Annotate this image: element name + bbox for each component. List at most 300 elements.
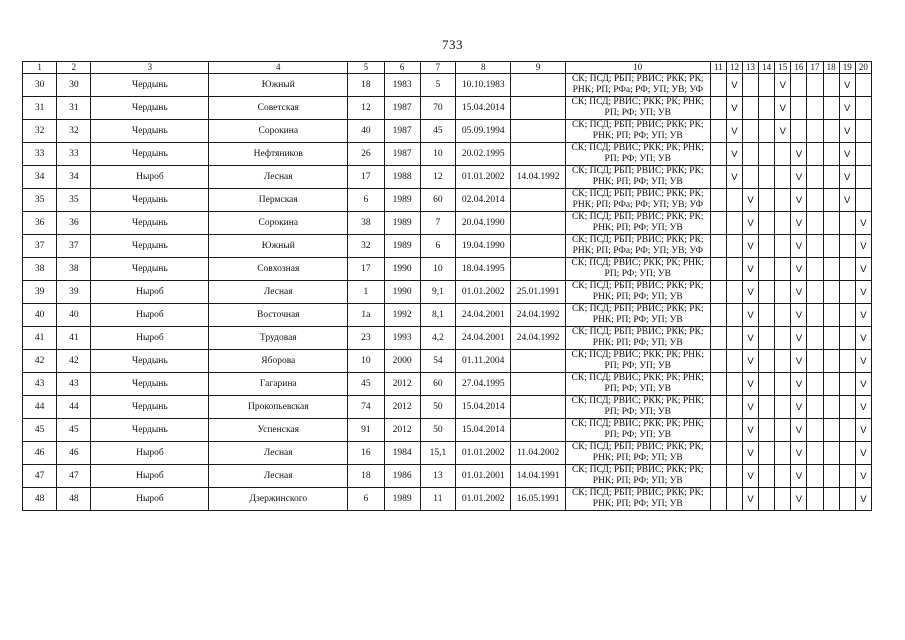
mark-cell: V — [791, 419, 807, 442]
mark-cell — [807, 465, 823, 488]
cell-record-number: 42 — [23, 350, 57, 373]
mark-cell — [775, 166, 791, 189]
cell-year: 1993 — [384, 327, 420, 350]
cell-object-number: 42 — [57, 350, 91, 373]
cell-object-number: 36 — [57, 212, 91, 235]
mark-cell — [759, 304, 775, 327]
cell-house-number: 74 — [348, 396, 384, 419]
cell-date: 19.04.1990 — [456, 235, 511, 258]
mark-cell: V — [855, 304, 871, 327]
cell-year: 2000 — [384, 350, 420, 373]
mark-cell — [726, 258, 742, 281]
mark-cell — [710, 442, 726, 465]
cell-year: 1988 — [384, 166, 420, 189]
cell-house-number: 6 — [348, 488, 384, 511]
cell-codes: СК; ПСД; РБП; РВИС; РКК; РК; РНК; РП; РФа; РФ; УП; УВ; УФ — [565, 235, 710, 258]
header-row — [23, 62, 872, 74]
mark-cell — [823, 281, 839, 304]
mark-cell: V — [855, 373, 871, 396]
cell-object-number: 39 — [57, 281, 91, 304]
mark-cell — [791, 74, 807, 97]
cell-codes: СК; ПСД; РБП; РВИС; РКК; РК; РНК; РП; РФ; УП; УВ — [565, 212, 710, 235]
mark-cell — [839, 281, 855, 304]
mark-cell — [807, 166, 823, 189]
cell-record-number: 35 — [23, 189, 57, 212]
cell-date: 01.01.2002 — [456, 442, 511, 465]
mark-cell — [823, 396, 839, 419]
mark-cell — [710, 74, 726, 97]
cell-value: 13 — [420, 465, 455, 488]
mark-cell — [710, 97, 726, 120]
mark-cell: V — [839, 74, 855, 97]
mark-cell — [743, 74, 759, 97]
cell-street: Восточная — [209, 304, 348, 327]
mark-cell — [710, 166, 726, 189]
cell-object-number: 37 — [57, 235, 91, 258]
mark-cell: V — [791, 442, 807, 465]
cell-street: Лесная — [209, 442, 348, 465]
mark-cell — [775, 304, 791, 327]
table-row — [23, 488, 872, 511]
mark-cell — [726, 373, 742, 396]
mark-cell: V — [726, 74, 742, 97]
mark-cell — [791, 97, 807, 120]
mark-cell: V — [743, 304, 759, 327]
mark-cell — [839, 212, 855, 235]
mark-cell — [726, 327, 742, 350]
table-row — [23, 143, 872, 166]
mark-cell — [807, 350, 823, 373]
cell-record-number: 46 — [23, 442, 57, 465]
cell-date: 15.04.2014 — [456, 419, 511, 442]
mark-cell — [823, 166, 839, 189]
mark-cell: V — [743, 212, 759, 235]
column-header: 16 — [791, 62, 807, 74]
mark-cell — [823, 442, 839, 465]
cell-settlement: Ныроб — [91, 327, 209, 350]
cell-year: 1989 — [384, 235, 420, 258]
mark-cell: V — [839, 97, 855, 120]
cell-codes: СК; ПСД; РБП; РВИС; РКК; РК; РНК; РП; РФ; УП; УВ — [565, 120, 710, 143]
cell-date-secondary — [511, 120, 565, 143]
cell-date-secondary: 24.04.1992 — [511, 327, 565, 350]
mark-cell: V — [743, 258, 759, 281]
column-header: 12 — [726, 62, 742, 74]
mark-cell — [839, 327, 855, 350]
mark-cell: V — [791, 143, 807, 166]
mark-cell — [823, 327, 839, 350]
table-row — [23, 166, 872, 189]
cell-house-number: 45 — [348, 373, 384, 396]
cell-value: 45 — [420, 120, 455, 143]
cell-record-number: 34 — [23, 166, 57, 189]
mark-cell — [839, 465, 855, 488]
cell-value: 50 — [420, 396, 455, 419]
cell-value: 50 — [420, 419, 455, 442]
cell-year: 1990 — [384, 258, 420, 281]
cell-settlement: Чердынь — [91, 74, 209, 97]
column-header: 8 — [456, 62, 511, 74]
mark-cell — [710, 373, 726, 396]
mark-cell — [743, 97, 759, 120]
mark-cell — [839, 350, 855, 373]
mark-cell — [775, 396, 791, 419]
mark-cell — [775, 258, 791, 281]
cell-date-secondary — [511, 74, 565, 97]
mark-cell — [791, 120, 807, 143]
mark-cell — [743, 166, 759, 189]
mark-cell: V — [743, 189, 759, 212]
mark-cell: V — [855, 281, 871, 304]
cell-object-number: 48 — [57, 488, 91, 511]
mark-cell — [807, 281, 823, 304]
cell-date-secondary — [511, 143, 565, 166]
cell-codes: СК; ПСД; РБП; РВИС; РКК; РК; РНК; РП; РФ; УП; УВ — [565, 465, 710, 488]
cell-street: Нефтяников — [209, 143, 348, 166]
cell-record-number: 44 — [23, 396, 57, 419]
cell-settlement: Ныроб — [91, 304, 209, 327]
cell-street: Гагарина — [209, 373, 348, 396]
cell-street: Яборова — [209, 350, 348, 373]
mark-cell — [726, 235, 742, 258]
cell-record-number: 32 — [23, 120, 57, 143]
table-row — [23, 97, 872, 120]
table-row — [23, 74, 872, 97]
table-row — [23, 350, 872, 373]
cell-settlement: Ныроб — [91, 488, 209, 511]
mark-cell: V — [855, 212, 871, 235]
cell-house-number: 91 — [348, 419, 384, 442]
mark-cell — [759, 373, 775, 396]
mark-cell: V — [791, 373, 807, 396]
mark-cell — [775, 212, 791, 235]
cell-street: Прокопьевская — [209, 396, 348, 419]
mark-cell — [823, 212, 839, 235]
cell-record-number: 41 — [23, 327, 57, 350]
cell-date: 20.02.1995 — [456, 143, 511, 166]
mark-cell: V — [839, 120, 855, 143]
mark-cell — [726, 465, 742, 488]
mark-cell — [807, 442, 823, 465]
cell-settlement: Ныроб — [91, 166, 209, 189]
cell-record-number: 45 — [23, 419, 57, 442]
cell-date: 01.01.2001 — [456, 465, 511, 488]
mark-cell — [807, 304, 823, 327]
mark-cell: V — [855, 258, 871, 281]
mark-cell — [710, 419, 726, 442]
column-header: 17 — [807, 62, 823, 74]
mark-cell — [839, 419, 855, 442]
mark-cell: V — [743, 281, 759, 304]
cell-date-secondary — [511, 350, 565, 373]
mark-cell: V — [775, 74, 791, 97]
mark-cell: V — [743, 373, 759, 396]
column-header: 2 — [57, 62, 91, 74]
mark-cell — [839, 373, 855, 396]
cell-value: 6 — [420, 235, 455, 258]
cell-year: 1987 — [384, 97, 420, 120]
mark-cell — [855, 74, 871, 97]
table-row — [23, 189, 872, 212]
cell-object-number: 40 — [57, 304, 91, 327]
mark-cell — [759, 465, 775, 488]
mark-cell: V — [791, 350, 807, 373]
cell-object-number: 46 — [57, 442, 91, 465]
cell-record-number: 30 — [23, 74, 57, 97]
mark-cell — [759, 120, 775, 143]
mark-cell — [759, 74, 775, 97]
cell-codes: СК; ПСД; РВИС; РКК; РК; РНК; РП; РФ; УП; УВ — [565, 396, 710, 419]
cell-date-secondary: 16.05.1991 — [511, 488, 565, 511]
mark-cell — [726, 396, 742, 419]
cell-settlement: Чердынь — [91, 258, 209, 281]
cell-value: 5 — [420, 74, 455, 97]
cell-date-secondary — [511, 212, 565, 235]
cell-date: 24.04.2001 — [456, 304, 511, 327]
mark-cell — [710, 327, 726, 350]
mark-cell: V — [855, 442, 871, 465]
cell-record-number: 47 — [23, 465, 57, 488]
cell-house-number: 1а — [348, 304, 384, 327]
cell-value: 9,1 — [420, 281, 455, 304]
mark-cell: V — [839, 166, 855, 189]
cell-date-secondary: 14.04.1992 — [511, 166, 565, 189]
cell-street: Трудовая — [209, 327, 348, 350]
column-header: 10 — [565, 62, 710, 74]
table-row — [23, 120, 872, 143]
column-header: 5 — [348, 62, 384, 74]
mark-cell — [759, 419, 775, 442]
cell-value: 12 — [420, 166, 455, 189]
registry-table — [22, 61, 872, 511]
mark-cell: V — [855, 235, 871, 258]
cell-value: 4,2 — [420, 327, 455, 350]
cell-date: 10.10.1983 — [456, 74, 511, 97]
mark-cell — [807, 143, 823, 166]
mark-cell — [775, 281, 791, 304]
cell-settlement: Чердынь — [91, 212, 209, 235]
cell-record-number: 40 — [23, 304, 57, 327]
table-row — [23, 327, 872, 350]
mark-cell — [759, 327, 775, 350]
cell-value: 60 — [420, 189, 455, 212]
mark-cell — [710, 488, 726, 511]
mark-cell — [855, 143, 871, 166]
column-header: 13 — [743, 62, 759, 74]
cell-object-number: 33 — [57, 143, 91, 166]
table-row — [23, 465, 872, 488]
mark-cell — [839, 396, 855, 419]
mark-cell — [743, 120, 759, 143]
mark-cell — [710, 189, 726, 212]
mark-cell: V — [791, 212, 807, 235]
mark-cell — [807, 235, 823, 258]
cell-object-number: 41 — [57, 327, 91, 350]
table-row — [23, 258, 872, 281]
mark-cell: V — [726, 97, 742, 120]
cell-value: 10 — [420, 258, 455, 281]
mark-cell — [855, 189, 871, 212]
mark-cell — [775, 488, 791, 511]
mark-cell — [823, 373, 839, 396]
mark-cell — [823, 488, 839, 511]
column-header: 14 — [759, 62, 775, 74]
cell-street: Успенская — [209, 419, 348, 442]
mark-cell: V — [775, 120, 791, 143]
mark-cell: V — [839, 143, 855, 166]
cell-record-number: 37 — [23, 235, 57, 258]
mark-cell — [726, 304, 742, 327]
mark-cell — [775, 373, 791, 396]
mark-cell — [759, 281, 775, 304]
mark-cell — [807, 419, 823, 442]
table-row — [23, 281, 872, 304]
cell-house-number: 38 — [348, 212, 384, 235]
cell-codes: СК; ПСД; РБП; РВИС; РКК; РК; РНК; РП; РФа; РФ; УП; УВ; УФ — [565, 74, 710, 97]
mark-cell: V — [791, 465, 807, 488]
mark-cell: V — [743, 327, 759, 350]
cell-year: 2012 — [384, 419, 420, 442]
cell-object-number: 43 — [57, 373, 91, 396]
page-number: 733 — [442, 37, 463, 52]
cell-value: 8,1 — [420, 304, 455, 327]
cell-street: Лесная — [209, 281, 348, 304]
column-header: 15 — [775, 62, 791, 74]
mark-cell — [807, 258, 823, 281]
mark-cell — [759, 212, 775, 235]
mark-cell: V — [791, 281, 807, 304]
cell-house-number: 17 — [348, 258, 384, 281]
cell-settlement: Чердынь — [91, 120, 209, 143]
column-header: 3 — [91, 62, 209, 74]
mark-cell — [839, 258, 855, 281]
mark-cell — [823, 74, 839, 97]
mark-cell: V — [791, 488, 807, 511]
mark-cell — [710, 212, 726, 235]
mark-cell — [759, 166, 775, 189]
mark-cell: V — [791, 166, 807, 189]
cell-year: 1989 — [384, 488, 420, 511]
cell-object-number: 35 — [57, 189, 91, 212]
cell-value: 11 — [420, 488, 455, 511]
mark-cell — [726, 281, 742, 304]
cell-date: 15.04.2014 — [456, 396, 511, 419]
mark-cell: V — [743, 396, 759, 419]
mark-cell — [823, 304, 839, 327]
cell-object-number: 32 — [57, 120, 91, 143]
mark-cell: V — [855, 465, 871, 488]
cell-year: 1989 — [384, 212, 420, 235]
mark-cell — [823, 97, 839, 120]
cell-value: 15,1 — [420, 442, 455, 465]
cell-record-number: 48 — [23, 488, 57, 511]
cell-street: Сорокина — [209, 212, 348, 235]
mark-cell — [823, 419, 839, 442]
table-row — [23, 396, 872, 419]
cell-codes: СК; ПСД; РВИС; РКК; РК; РНК; РП; РФ; УП; УВ — [565, 419, 710, 442]
column-header: 11 — [710, 62, 726, 74]
mark-cell — [710, 350, 726, 373]
mark-cell — [726, 419, 742, 442]
mark-cell — [839, 235, 855, 258]
mark-cell — [759, 189, 775, 212]
cell-date: 20.04.1990 — [456, 212, 511, 235]
cell-settlement: Ныроб — [91, 281, 209, 304]
cell-date-secondary: 25.01.1991 — [511, 281, 565, 304]
cell-street: Пермская — [209, 189, 348, 212]
mark-cell — [710, 258, 726, 281]
mark-cell: V — [743, 235, 759, 258]
cell-settlement: Чердынь — [91, 189, 209, 212]
cell-house-number: 17 — [348, 166, 384, 189]
mark-cell — [759, 350, 775, 373]
cell-object-number: 44 — [57, 396, 91, 419]
cell-house-number: 18 — [348, 74, 384, 97]
cell-date: 05.09.1994 — [456, 120, 511, 143]
mark-cell — [710, 143, 726, 166]
cell-codes: СК; ПСД; РВИС; РКК; РК; РНК; РП; РФ; УП; УВ — [565, 373, 710, 396]
mark-cell: V — [775, 97, 791, 120]
cell-house-number: 23 — [348, 327, 384, 350]
cell-street: Южный — [209, 74, 348, 97]
column-header: 9 — [511, 62, 565, 74]
mark-cell — [839, 488, 855, 511]
column-header: 4 — [209, 62, 348, 74]
cell-settlement: Чердынь — [91, 419, 209, 442]
mark-cell: V — [743, 465, 759, 488]
cell-settlement: Чердынь — [91, 143, 209, 166]
mark-cell — [823, 258, 839, 281]
cell-street: Сорокина — [209, 120, 348, 143]
cell-house-number: 6 — [348, 189, 384, 212]
cell-object-number: 38 — [57, 258, 91, 281]
mark-cell — [743, 143, 759, 166]
cell-settlement: Чердынь — [91, 373, 209, 396]
column-header: 18 — [823, 62, 839, 74]
mark-cell — [726, 442, 742, 465]
cell-house-number: 40 — [348, 120, 384, 143]
mark-cell — [726, 189, 742, 212]
cell-year: 1989 — [384, 189, 420, 212]
cell-record-number: 36 — [23, 212, 57, 235]
mark-cell — [823, 350, 839, 373]
cell-record-number: 39 — [23, 281, 57, 304]
cell-date: 15.04.2014 — [456, 97, 511, 120]
mark-cell — [807, 327, 823, 350]
mark-cell: V — [791, 396, 807, 419]
cell-street: Лесная — [209, 166, 348, 189]
mark-cell: V — [743, 350, 759, 373]
cell-date: 01.01.2002 — [456, 281, 511, 304]
cell-year: 1990 — [384, 281, 420, 304]
mark-cell: V — [726, 143, 742, 166]
cell-codes: СК; ПСД; РВИС; РКК; РК; РНК; РП; РФ; УП; УВ — [565, 258, 710, 281]
mark-cell — [823, 465, 839, 488]
cell-record-number: 31 — [23, 97, 57, 120]
mark-cell — [775, 419, 791, 442]
cell-settlement: Чердынь — [91, 396, 209, 419]
mark-cell: V — [743, 442, 759, 465]
mark-cell — [823, 143, 839, 166]
mark-cell — [726, 488, 742, 511]
mark-cell — [807, 74, 823, 97]
cell-settlement: Чердынь — [91, 97, 209, 120]
cell-object-number: 47 — [57, 465, 91, 488]
mark-cell — [807, 97, 823, 120]
cell-settlement: Ныроб — [91, 442, 209, 465]
column-header: 6 — [384, 62, 420, 74]
mark-cell — [775, 442, 791, 465]
